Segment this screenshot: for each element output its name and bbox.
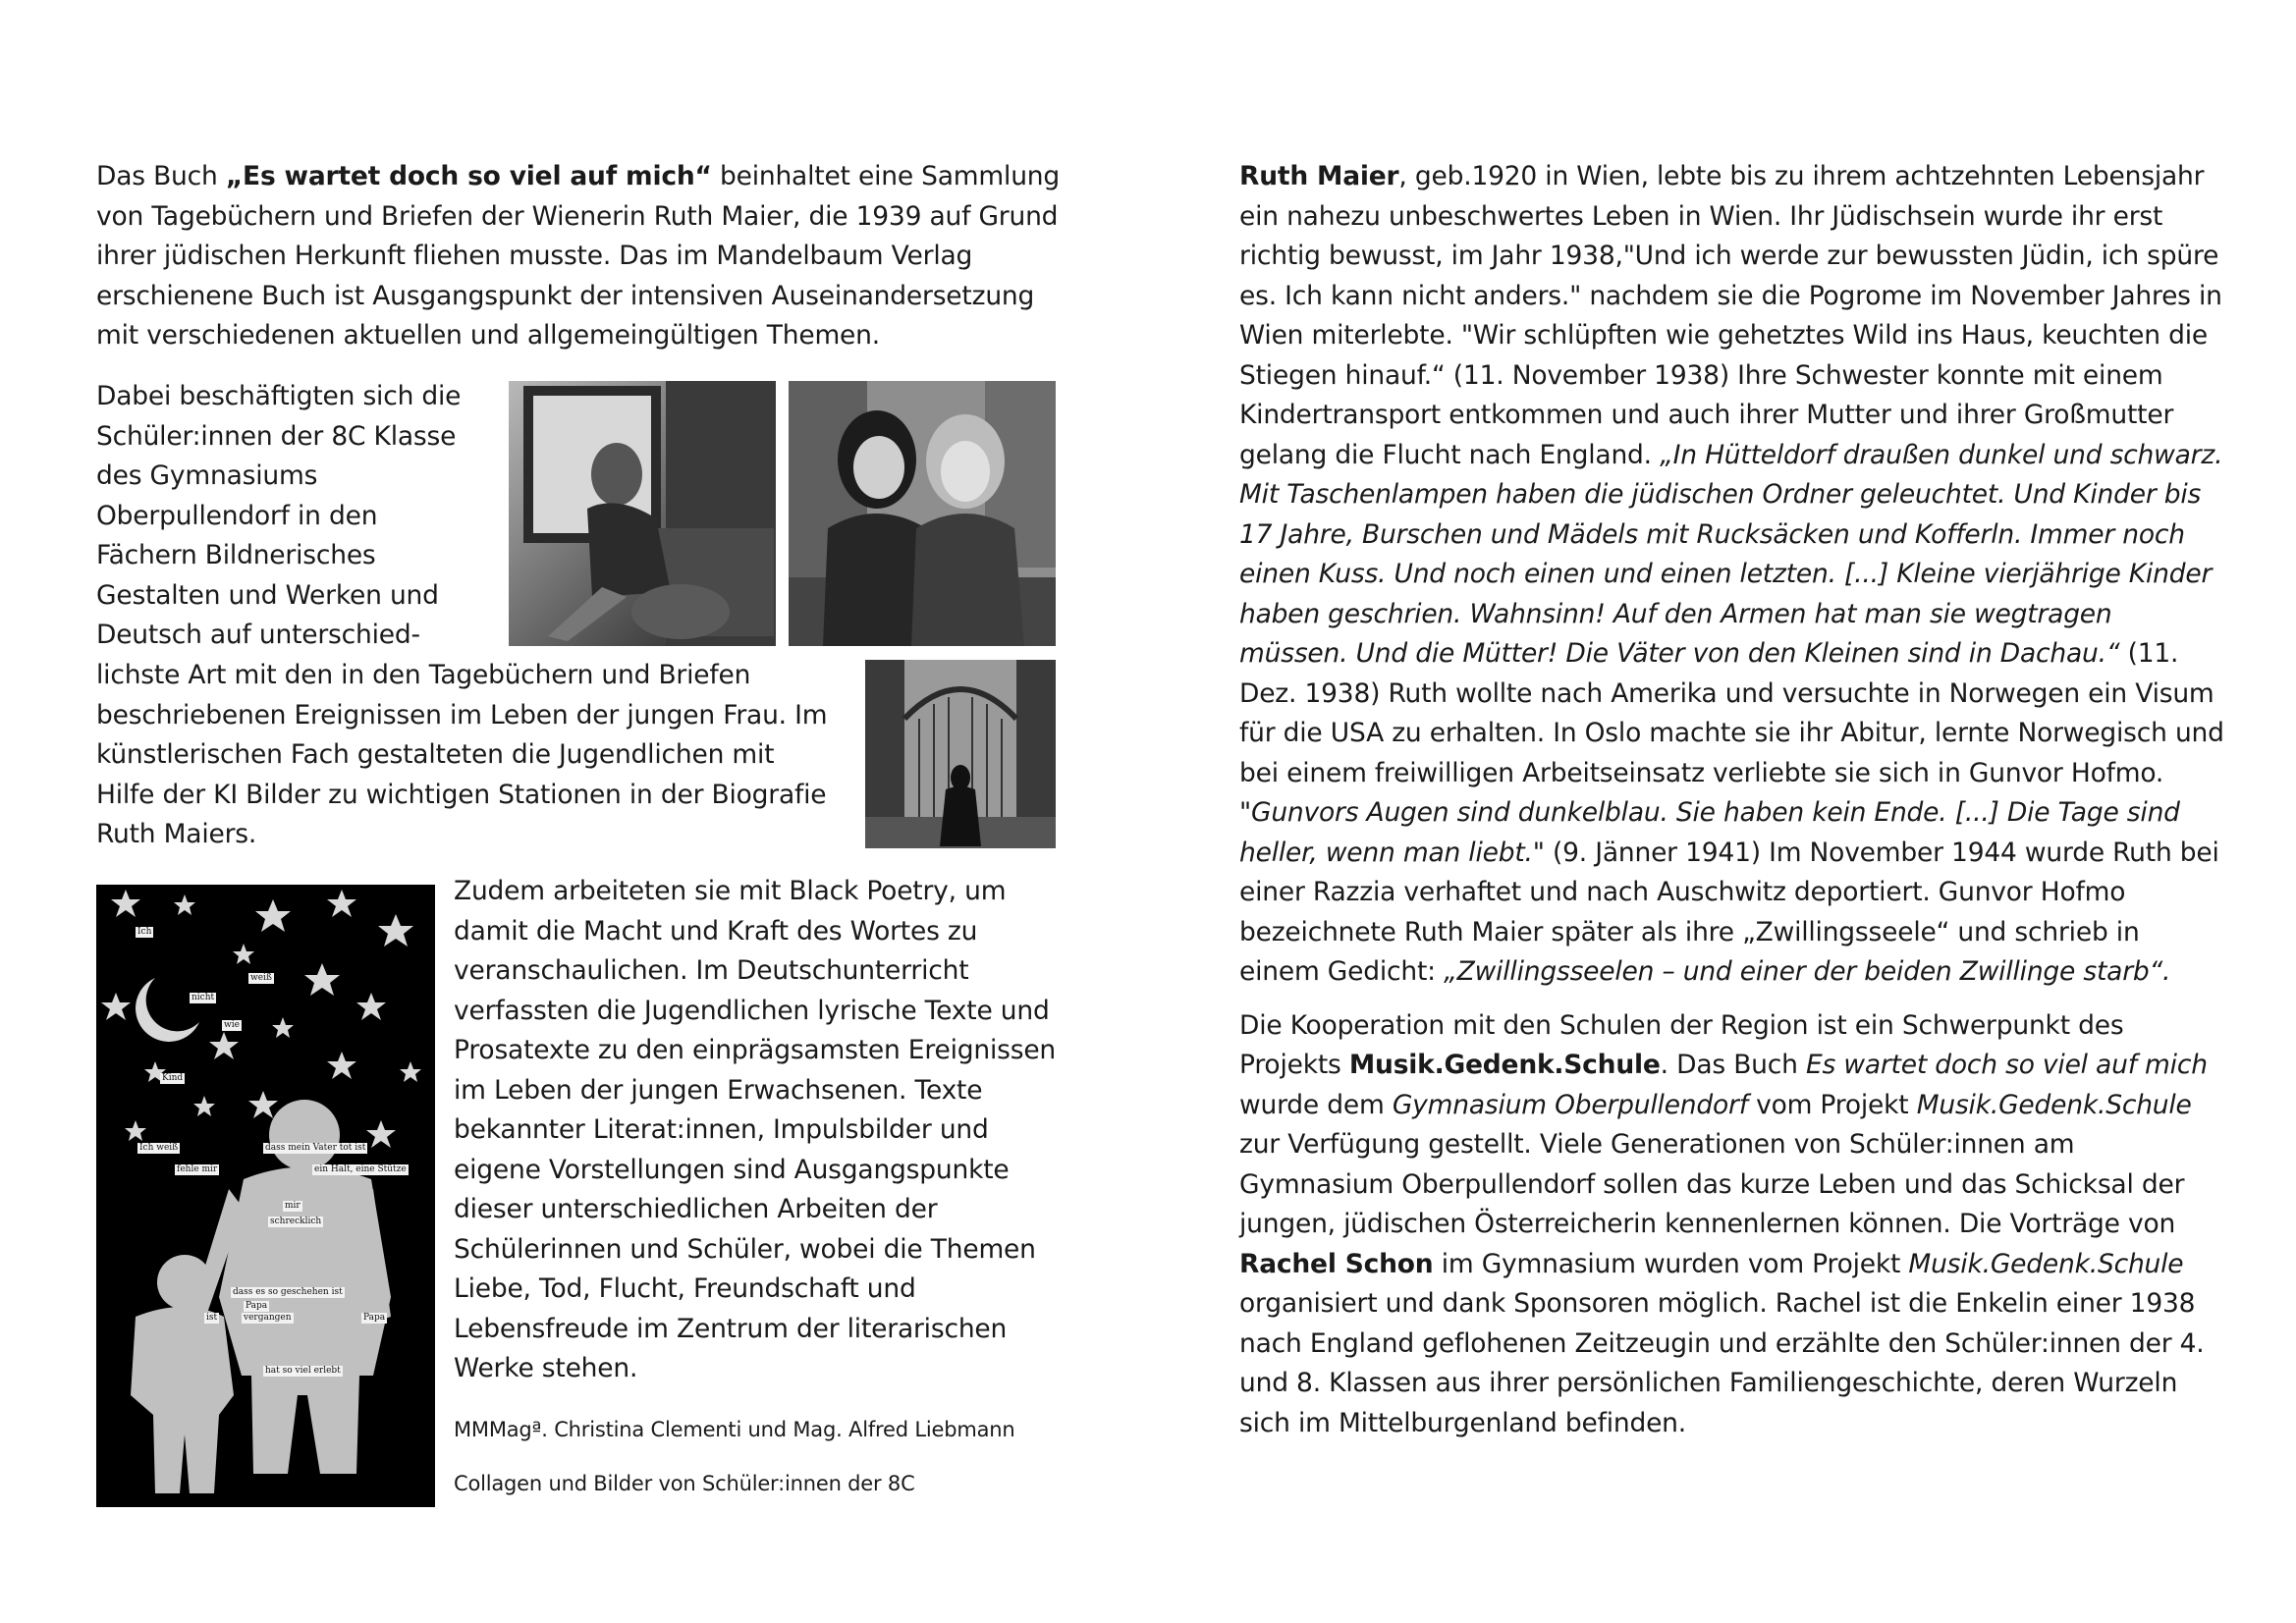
poster-word: hat so viel erlebt [265,1366,341,1376]
poster-word: Kind [162,1073,184,1083]
students-line: Deutsch auf unterschied- [96,620,420,650]
students-line: Schüler:innen der 8C Klasse [96,420,457,452]
poetry-line: im Leben der jungen Erwachsenen. Texte [454,1074,983,1106]
poetry-line: Schülerinnen und Schüler, wobei die Themen [454,1233,1036,1265]
students-line: Gestalten und Werken und [96,579,439,611]
poster-word: ist [206,1313,218,1323]
photo-two-girls [789,381,1056,646]
photo-woman-at-gate [865,660,1056,848]
black-poetry-poster [96,885,435,1507]
credit-authors: MMMagª. Christina Clementi und Mag. Alfred Liebmann [454,1418,1015,1441]
poster-word: vergangen [244,1313,292,1323]
poetry-line: bekannter Literat:innen, Impulsbilder und [454,1114,989,1145]
biography-paragraph [1239,157,2226,993]
intro-line-3: ihrer jüdischen Herkunft fliehen musste. Das im Mandelbaum Verlag [96,241,973,271]
poetry-line: Werke stehen. [454,1353,638,1383]
name-ruth-maier: Ruth Maier [1239,161,1399,191]
students-line: lichste Art mit den in den Tagebüchern und Briefen [96,660,751,690]
coop-text: . Das Buch [1660,1050,1806,1080]
poetry-line: damit die Macht und Kraft des Wortes zu [454,915,978,947]
students-line: beschriebenen Ereignissen im Leben der jungen Frau. Im [96,699,828,730]
name-rachel-schon: Rachel Schon [1239,1248,1434,1279]
project-name: Musik.Gedenk.Schule [1348,1050,1661,1080]
intro-line-5: mit verschiedenen aktuellen und allgemeingültigen Themen. [96,320,880,351]
book-title: „Es wartet doch so viel auf mich“ [225,161,712,191]
quote-zwillingsseelen: „Zwillingsseelen – und einer der beiden Zwillinge starb“. [1444,956,2171,987]
poetry-line: veranschaulichen. Im Deutschunterricht [454,955,969,986]
bio-text: , geb.1920 in Wien, lebte bis zu ihrem achtzehnten Lebensjahr ein nahezu unbeschwertes Leben in Wien. Ihr Jüdischsein wurde ihr erst richtig bewusst, im Jahr 1938,"Und ich werde zur bewussten Jüdin, ich spüre es. Ich kann nicht anders." nachdem sie die Pogrome im November Jahres in Wien miterlebte. "Wir schlüpften wie gehetztes Wild ins Haus, keuchten die Stiegen hinauf.“ (11. November 1938) Ihre Schwester konnte mit einem Kindertransport entkommen und auch ihrer Mutter und ihrer Großmutter gelang die Flucht nach England. [1239,161,2222,470]
students-line: künstlerischen Fach gestalteten die Jugendlichen mit [96,739,775,770]
bio-text: (9. Jänner 1941) Im November 1944 wurde Ruth bei einer Razzia verhaftet und nach Auschwitz deportiert. Gunvor Hofmo bezeichnete Ruth Maier später als ihre „Zwillingsseele“ und schrieb in einem Gedicht: [1239,837,2219,987]
students-line: Fächern Bildnerisches [96,540,376,570]
students-line: Dabei beschäftigten sich die [96,381,462,411]
school-name: Gymnasium Oberpullendorf [1392,1089,1748,1120]
poetry-line: Lebensfreude im Zentrum der literarischen [454,1313,1008,1344]
poster-word: ein Halt, eine Stütze [314,1164,407,1174]
quote-huetteldorf: „In Hütteldorf draußen dunkel und schwarz. Mit Taschenlampen haben die jüdischen Ordner geleuchtet. Und Kinder bis 17 Jahre, Burschen und Mädels mit Rucksäcken und Kofferln. Immer noch einen Kuss. Und noch einen und einen letzten. [...] Kleine vierjährige Kinder haben geschrien. Wahnsinn! Auf den Armen hat man sie wegtragen müssen. Und die Mütter! Die Väter von den Kleinen sind in Dachau.“ [1239,439,2223,669]
coop-text: organisiert und dank Sponsoren möglich. Rachel ist die Enkelin einer 1938 nach England geflohenen Zeitzeugin und erzählte den Schüler:innen der 4. und 8. Klassen aus ihrer persönlichen Familiengeschichte, deren Wurzeln sich im Mittelburgenland befinden. [1239,1288,2205,1438]
poster-word: dass es so geschehen ist [233,1287,343,1297]
photo-girl-on-train [509,381,776,646]
ruth-maier-article [1239,157,2226,1443]
poster-word: dass mein Vater tot ist [265,1143,366,1153]
coop-text: im Gymnasium wurden vom Projekt [1433,1248,1909,1279]
poetry-line: Liebe, Tod, Flucht, Freundschaft und [454,1273,916,1304]
poetry-line: Zudem arbeiteten sie mit Black Poetry, um [454,876,1007,906]
cooperation-paragraph [1239,1006,2226,1444]
coop-text: Die Kooperation mit den Schulen der Region ist ein Schwerpunkt des Projekts [1239,1009,2124,1080]
poster-word: schrecklich [270,1217,322,1226]
quote-gunvor: "Gunvors Augen sind dunkelblau. Sie haben kein Ende. [...] Die Tage sind heller, wenn man liebt." [1239,797,2180,868]
poetry-line: Prosatexte zu den einprägsamsten Ereignissen [454,1035,1057,1065]
intro-text-2: beinhaltet eine Sammlung [711,161,1061,191]
book-title-italic: Es wartet doch so viel auf mich [1805,1050,2208,1080]
black-poetry-paragraph [454,872,1063,1389]
poster-word: fehle mir [177,1164,218,1174]
poster-word: Ich [137,927,152,937]
students-line: Oberpullendorf in den [96,500,378,531]
poster-word: mir [285,1201,301,1211]
poster-word: Ich weiß [139,1143,179,1153]
intro-line-4: erschienene Buch ist Ausgangspunkt der intensiven Auseinandersetzung [96,280,1035,311]
coop-text: zur Verfügung gestellt. Viele Generationen von Schüler:innen am Gymnasium Oberpullendorf sollen das kurze Leben und das Schicksal der jungen, jüdischen Österreicherin kennenlernen können. Die Vorträge von [1239,1129,2185,1239]
intro-paragraph [96,157,1078,356]
poster-word: weiß [250,973,272,983]
poetry-line: verfassten die Jugendlichen lyrische Texte und [454,995,1050,1026]
bio-text: (11. Dez. 1938) Ruth wollte nach Amerika und versuchte in Norwegen ein Visum für die USA zu erhalten. In Oslo machte sie ihr Abitur, lernte Norwegisch und bei einem freiwilligen Arbeitseinsatz verliebte sie sich in Gunvor Hofmo. [1239,638,2224,788]
coop-text: wurde dem [1239,1089,1393,1120]
project-name-italic: Musik.Gedenk.Schule [1908,1248,2184,1279]
poster-word: Papa [246,1301,268,1311]
coop-text: vom Projekt [1747,1089,1917,1120]
poster-word: Papa [363,1313,386,1323]
project-name-italic: Musik.Gedenk.Schule [1916,1089,2192,1120]
students-line: des Gymnasiums [96,460,318,491]
credit-images: Collagen und Bilder von Schüler:innen der 8C [454,1472,915,1495]
poetry-line: eigene Vorstellungen sind Ausgangspunkte [454,1154,1010,1185]
students-line: Hilfe der KI Bilder zu wichtigen Stationen in der Biografie [96,779,827,810]
students-line: Ruth Maiers. [96,819,257,849]
poster-word: nicht [191,993,215,1002]
intro-line-2: von Tagebüchern und Briefen der Wienerin Ruth Maier, die 1939 auf Grund [96,200,1059,232]
students-paragraph-continued [96,656,862,855]
poster-word: wie [224,1020,240,1030]
intro-text-1: Das Buch [96,161,226,191]
poetry-line: dieser unterschiedlichen Arbeiten der [454,1194,938,1224]
